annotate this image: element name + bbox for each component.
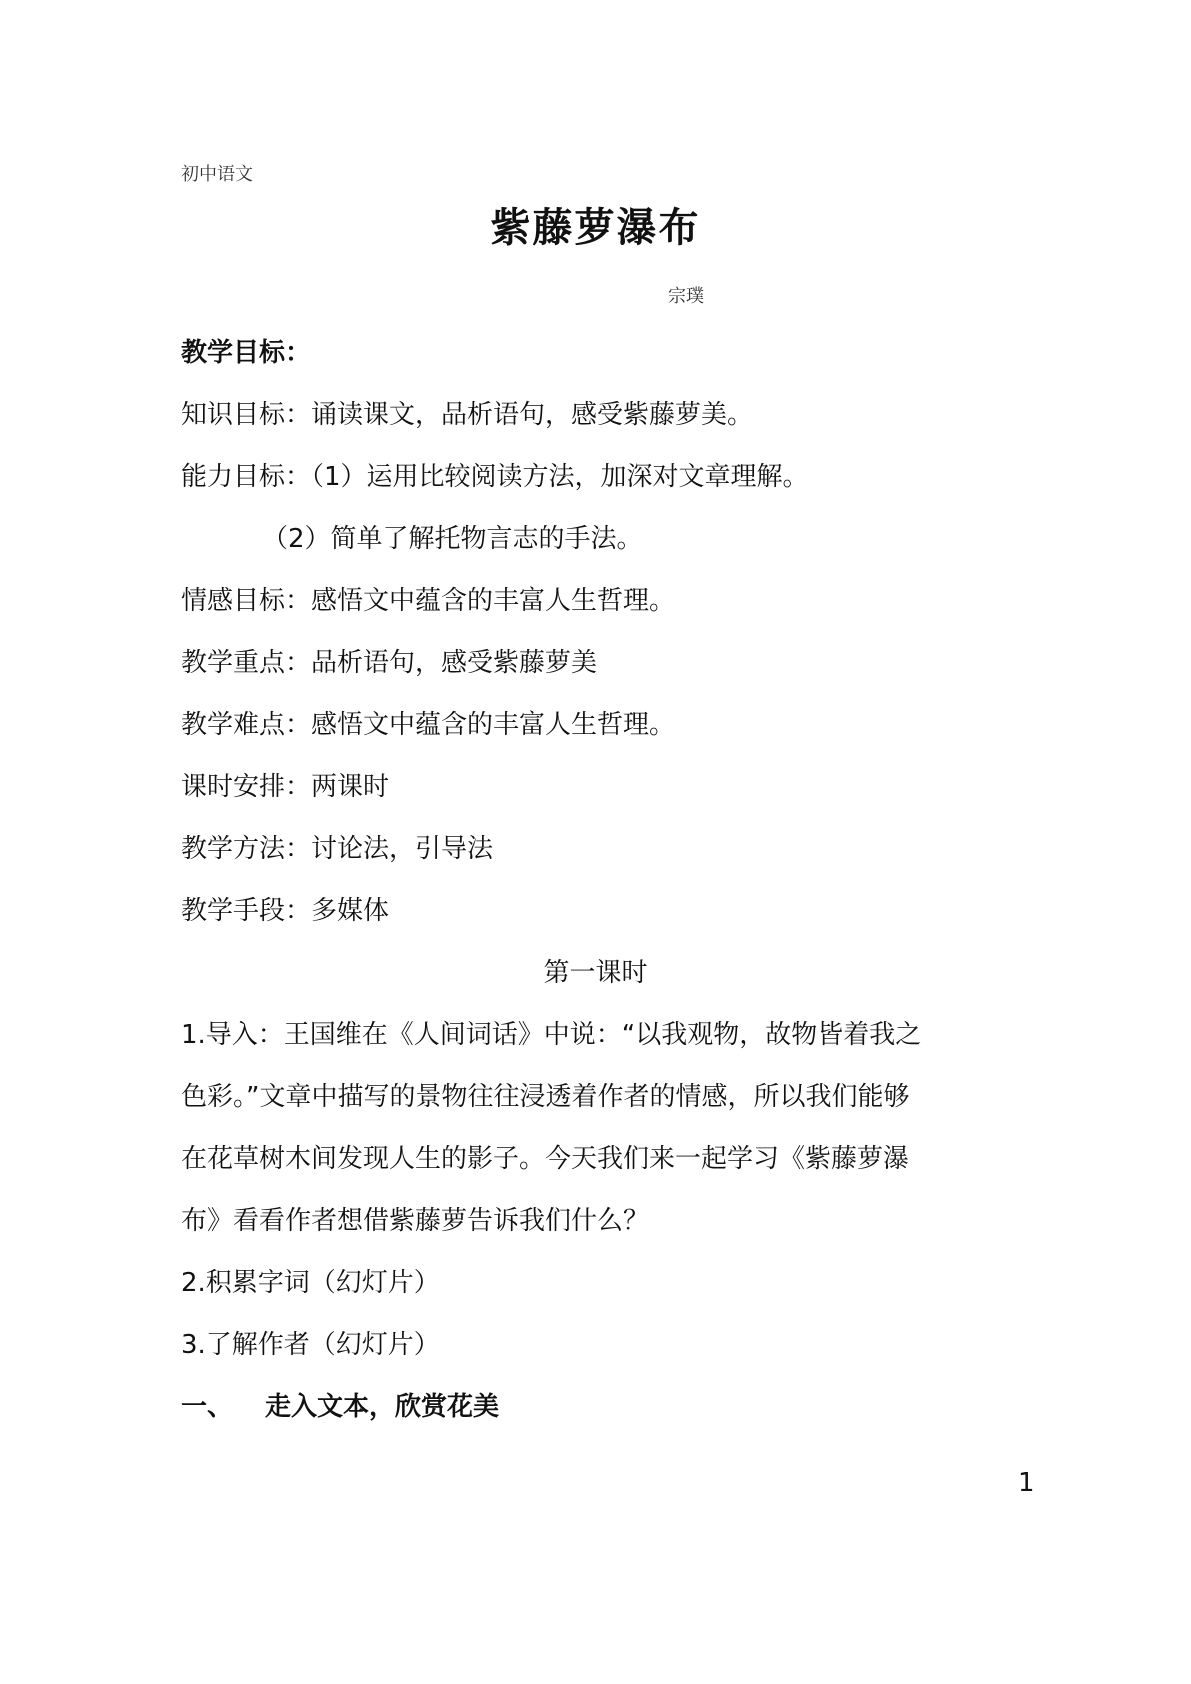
teaching-method: 教学方法：讨论法，引导法 bbox=[181, 834, 494, 864]
ability-objective-1: 能力目标：（1）运用比较阅读方法，加深对文章理解。 bbox=[181, 462, 809, 492]
ability-objective-2: （2）简单了解托物言志的手法。 bbox=[262, 524, 643, 554]
emotion-objective: 情感目标：感悟文中蕴含的丰富人生哲理。 bbox=[181, 586, 676, 616]
key-point: 教学重点：品析语句，感受紫藤萝美 bbox=[181, 648, 598, 678]
intro-line-3: 在花草树木间发现人生的影子。今天我们来一起学习《紫藤萝瀑 bbox=[181, 1144, 910, 1174]
document-title: 紫藤萝瀑布 bbox=[490, 204, 701, 251]
schedule: 课时安排：两课时 bbox=[181, 772, 390, 802]
step-author: 3.了解作者（幻灯片） bbox=[181, 1330, 440, 1360]
difficulty-point: 教学难点：感悟文中蕴含的丰富人生哲理。 bbox=[181, 710, 676, 740]
section-heading-1 bbox=[181, 1392, 499, 1422]
step-vocabulary: 2.积累字词（幻灯片） bbox=[181, 1268, 440, 1298]
page-number: 1 bbox=[1018, 1468, 1035, 1498]
author-name: 宗璞 bbox=[668, 286, 704, 307]
lesson-heading: 第一课时 bbox=[543, 958, 648, 988]
intro-line-2: 色彩。”文章中描写的景物往往浸透着作者的情感，所以我们能够 bbox=[181, 1082, 910, 1112]
knowledge-objective: 知识目标：诵读课文，品析语句，感受紫藤萝美。 bbox=[181, 400, 754, 430]
intro-line-4: 布》看看作者想借紫藤萝告诉我们什么？ bbox=[181, 1206, 650, 1236]
section-number: 一、 bbox=[181, 1392, 234, 1422]
intro-line-1: 1.导入：王国维在《人间词话》中说：“以我观物，故物皆着我之 bbox=[181, 1020, 922, 1050]
teaching-means: 教学手段：多媒体 bbox=[181, 896, 390, 926]
subject-label: 初中语文 bbox=[181, 164, 253, 185]
section-title: 走入文本，欣赏花美 bbox=[265, 1392, 500, 1422]
objectives-heading: 教学目标： bbox=[181, 338, 312, 368]
